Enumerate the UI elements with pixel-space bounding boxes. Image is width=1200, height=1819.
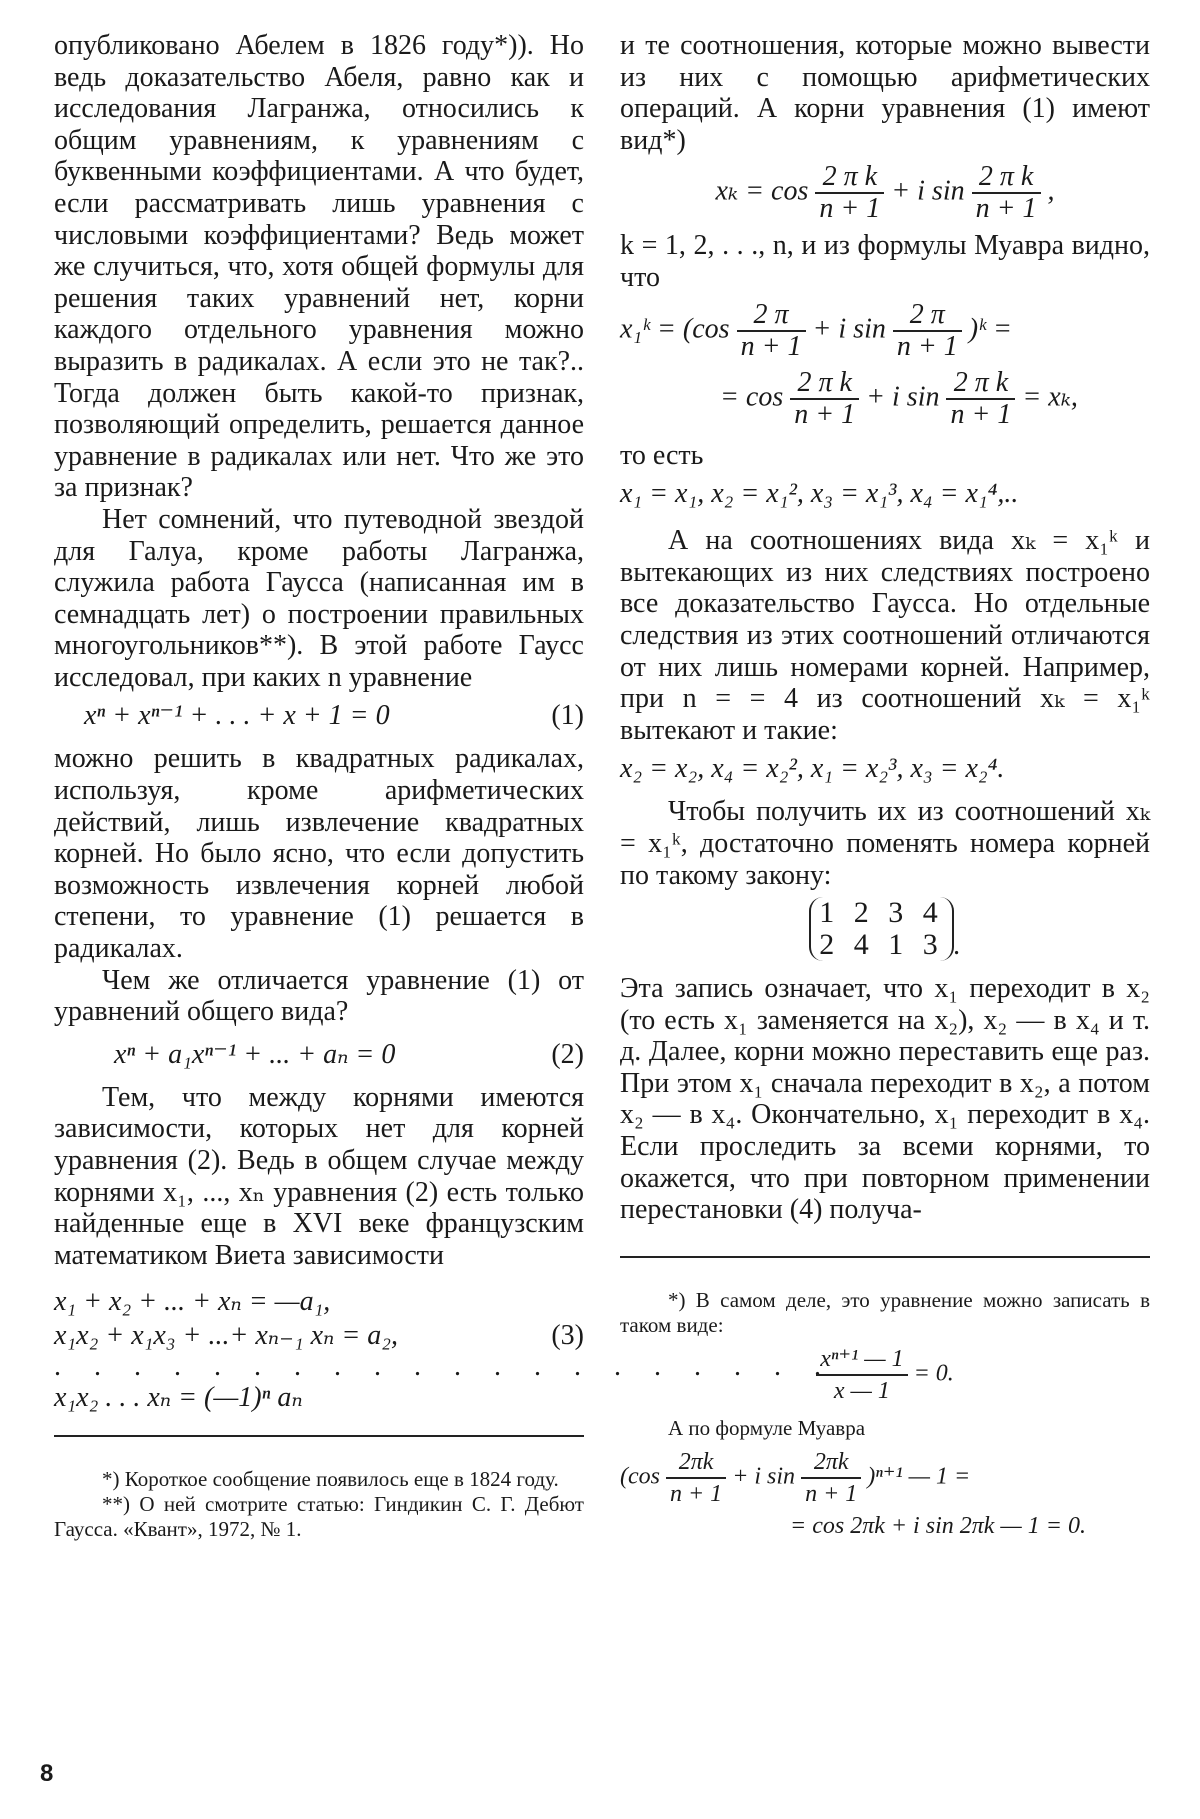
fraction-denominator: n + 1 xyxy=(819,193,881,225)
fraction xyxy=(946,368,1015,430)
fraction xyxy=(737,300,806,362)
fraction xyxy=(801,1447,861,1509)
paragraph: Эта запись означает, что x₁ переходит в x₂ (то есть x₁ заменяется на x₂), x₂ — в x₄ и т. д. Далее, корни можно переставить еще раз. При этом x₁ сначала переходит в x₂, а потом x₂ — в x₄. Окончательно, x₁ переходит в x₄. Если проследить за всеми корнями, то окажется, что при повторном применении перестановки (4) получа- xyxy=(620,973,1150,1226)
paragraph: k = 1, 2, . . ., n, и из формулы Муавра видно, что xyxy=(620,230,1150,293)
eq-text: = xₖ, xyxy=(1022,380,1078,412)
equation-list: x₁ = x₁, x₂ = x₁², x₃ = x₁³, x₄ = x₁⁴,.. xyxy=(620,478,1019,510)
fraction-denominator: n + 1 xyxy=(896,330,958,362)
equation-2-number: (2) xyxy=(551,1038,584,1070)
equation-such: x₂ = x₂, x₄ = x₂², x₁ = x₂³, x₃ = x₂⁴. xyxy=(620,753,1005,785)
equation-moivre-cont xyxy=(620,368,1150,430)
eq-text: = cos xyxy=(720,380,784,412)
fraction xyxy=(972,162,1041,224)
footnote: **) О ней смотрите статью: Гиндикин С. Г. Дебют Гаусса. «Квант», 1972, № 1. xyxy=(54,1492,584,1542)
equation-3 xyxy=(54,1285,834,1415)
paragraph: можно решить в квадратных радикалах, используя, кроме арифметических действий, лишь извлечение квадратных корней. Но было ясно, что если допустить возможность извлечения корней любой степени, то уравнение (1) решается в радикалах. xyxy=(54,743,584,965)
footnote: *) В самом деле, это уравнение можно записать в таком виде: xyxy=(620,1287,1150,1337)
fraction-numerator: 2 π xyxy=(893,300,962,332)
fraction-numerator: 2 π k xyxy=(972,162,1041,194)
permutation-row: 2 4 1 3 xyxy=(819,928,944,962)
equation-3-dots: . . . . . . . . . . . . . . . . . . . . xyxy=(54,1351,834,1383)
footnote: А по формуле Муавра xyxy=(668,1415,866,1440)
equation-roots xyxy=(620,162,1150,224)
equation-1-number: (1) xyxy=(551,700,584,732)
eq-text: = 0. xyxy=(913,1360,954,1387)
equation-1-body: xⁿ + xⁿ⁻¹ + . . . + x + 1 = 0 xyxy=(84,700,390,732)
eq-text: + i sin xyxy=(812,312,886,344)
permutation-row: 1 2 3 4 xyxy=(819,896,944,930)
paragraph: А на соотношениях вида xₖ = x₁ᵏ и вытекающих из них следствиях построено все доказательство Гаусса. Но отдельные следствия из этих соотношений отличаются от них лишь номерами корней. Например, при n = = 4 из соотношений xₖ = x₁ᵏ вытекают и такие: xyxy=(620,525,1150,746)
footnote-equation xyxy=(620,1447,1150,1509)
equation-3-line-body: x₁x₂ + x₁x₃ + ...+ xₙ₋₁ xₙ = a₂, xyxy=(54,1320,399,1352)
page-number: 8 xyxy=(40,1760,54,1787)
footnote: *) Короткое сообщение появилось еще в 1824 году. xyxy=(102,1467,559,1492)
equation-1 xyxy=(54,699,584,733)
fraction-denominator: n + 1 xyxy=(950,398,1012,430)
fraction-numerator: 2πk xyxy=(801,1447,861,1479)
equation-2-body: xⁿ + a₁xⁿ⁻¹ + ... + aₙ = 0 xyxy=(114,1038,396,1070)
footnote-equation: = cos 2πk + i sin 2πk — 1 = 0. xyxy=(790,1512,1086,1539)
footnote-equation xyxy=(620,1344,1150,1406)
eq-text: (cos xyxy=(620,1463,660,1490)
permutation-matrix xyxy=(809,897,954,961)
fraction-denominator: x — 1 xyxy=(833,1377,890,1404)
eq-text: + i sin xyxy=(732,1463,796,1490)
fraction-denominator: n + 1 xyxy=(669,1480,723,1507)
right-column xyxy=(620,30,1150,1543)
paragraph: и те соотношения, которые можно вывести из них с помощью арифметических операций. А корни уравнения (1) имеют вид*) xyxy=(620,30,1150,156)
equation-moivre xyxy=(620,300,1150,362)
eq-text: + i sin xyxy=(891,175,965,207)
equation-3-number: (3) xyxy=(551,1320,584,1352)
permutation-4 xyxy=(620,897,1150,963)
eq-text: )ᵏ = xyxy=(968,312,1012,344)
paragraph: Чтобы получить их из соотношений xₖ = x₁ᵏ, достаточно поменять номера корней по такому закону: xyxy=(620,796,1150,891)
fraction xyxy=(816,1344,907,1406)
fraction xyxy=(815,162,884,224)
fraction-numerator: 2 π k xyxy=(790,368,859,400)
fraction-numerator: 2 π k xyxy=(815,162,884,194)
fraction-denominator: n + 1 xyxy=(975,193,1037,225)
paragraph: опубликовано Абелем в 1826 году*)). Но ведь доказательство Абеля, равно как и исследования Лагранжа, относились к общим уравнениям, к уравнениям с буквенными коэффициентами. А что будет, если рассматривать лишь уравнения с числовыми коэффициентами? Ведь может же случиться, что, хотя общей формулы для решения таких уравнений нет, корни каждого отдельного уравнения можно выразить в радикалах. А если это не так?.. Тогда должен быть какой-то признак, позволяющий определить, решается данное уравнение в радикалах или нет. Что же это за признак? xyxy=(54,30,584,504)
fraction-numerator: 2πk xyxy=(666,1447,726,1479)
fraction-numerator: xⁿ⁺¹ — 1 xyxy=(816,1344,907,1376)
equation-2 xyxy=(54,1038,584,1072)
paragraph: Чем же отличается уравнение (1) от уравнений общего вида? xyxy=(54,964,584,1028)
fraction-denominator: n + 1 xyxy=(805,1480,858,1507)
fraction-denominator: n + 1 xyxy=(794,398,856,430)
equation-3-line xyxy=(54,1319,584,1353)
equation-3-line: x₁ + x₂ + ... + xₙ = —a₁, xyxy=(54,1286,331,1318)
paragraph: то есть xyxy=(620,439,704,471)
eq-text: )ⁿ⁺¹ — 1 = xyxy=(867,1463,971,1490)
eq-text: x₁ᵏ = (cos xyxy=(620,312,730,344)
paragraph: Тем, что между корнями имеются зависимости, которых нет для корней уравнения (2). Ведь в общем случае между корнями x₁, ..., xₙ уравнения (2) есть только найденные еще в XVI веке французским математиком Виета зависимости xyxy=(54,1081,584,1271)
paragraph: Нет сомнений, что путеводной звездой для Галуа, кроме работы Лагранжа, служила работа Гаусса (написанная им в семнадцать лет) о построении правильных многоугольников**). В этой работе Гаусс исследовал, при каких n уравнение xyxy=(54,503,584,693)
eq-text: , xyxy=(1047,175,1055,207)
fraction xyxy=(666,1447,726,1509)
fraction xyxy=(790,368,859,430)
equation-3-line: x₁x₂ . . . xₙ = (—1)ⁿ aₙ xyxy=(54,1382,303,1414)
fraction-numerator: 2 π xyxy=(737,300,806,332)
fraction xyxy=(893,300,962,362)
eq-text: . xyxy=(953,930,961,962)
fraction-denominator: n + 1 xyxy=(740,330,802,362)
fraction-numerator: 2 π k xyxy=(946,368,1015,400)
eq-text: + i sin xyxy=(866,380,940,412)
eq-text: xₖ = cos xyxy=(715,175,809,207)
